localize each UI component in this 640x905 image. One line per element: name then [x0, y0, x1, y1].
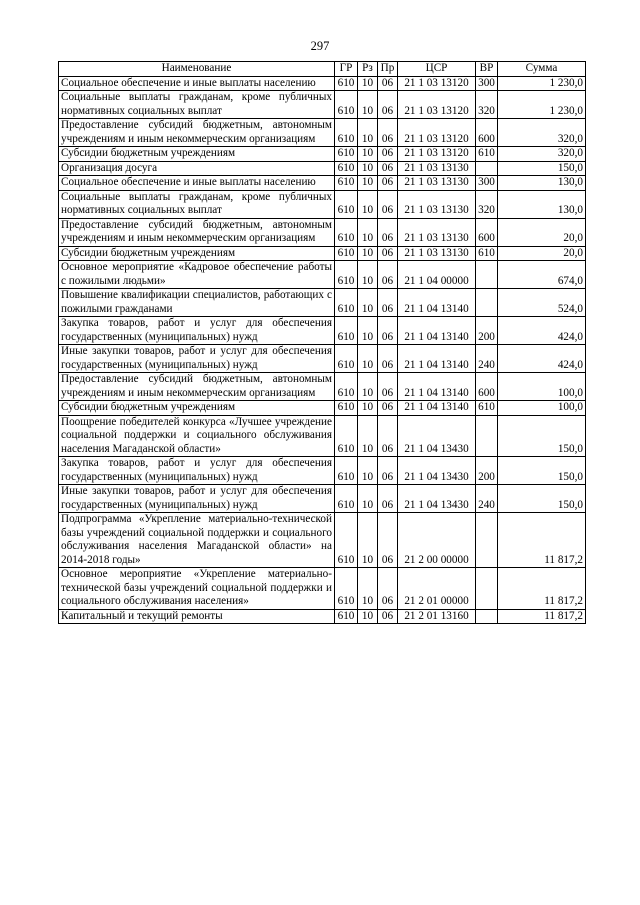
cell-csr: 21 2 01 13160 — [398, 609, 476, 624]
cell-rz: 10 — [358, 76, 378, 91]
cell-rz: 10 — [358, 161, 378, 176]
cell-name: Предоставление субсидий бюджетным, автономным учреждениям и иным некоммерческим организациям — [59, 119, 335, 147]
table-row — [59, 161, 586, 176]
cell-gr: 610 — [335, 485, 358, 513]
cell-sum: 150,0 — [498, 485, 586, 513]
header-pr: Пр — [378, 62, 398, 77]
cell-csr: 21 2 00 00000 — [398, 513, 476, 568]
cell-name: Основное мероприятие «Укрепление материально-технической базы учреждений социальной поддержки и социального обслуживания населения» — [59, 568, 335, 610]
cell-name: Предоставление субсидий бюджетным, автономным учреждениям и иным некоммерческим организациям — [59, 218, 335, 246]
cell-vr: 610 — [476, 401, 498, 416]
cell-name: Закупка товаров, работ и услуг для обеспечения государственных (муниципальных) нужд — [59, 457, 335, 485]
cell-vr: 200 — [476, 457, 498, 485]
cell-pr: 06 — [378, 161, 398, 176]
table-header-row — [59, 62, 586, 77]
header-gr: ГР — [335, 62, 358, 77]
table-row — [59, 401, 586, 416]
cell-rz: 10 — [358, 401, 378, 416]
cell-csr: 21 1 03 13120 — [398, 91, 476, 119]
cell-sum: 674,0 — [498, 261, 586, 289]
header-csr: ЦСР — [398, 62, 476, 77]
cell-gr: 610 — [335, 161, 358, 176]
table-row — [59, 261, 586, 289]
cell-gr: 610 — [335, 373, 358, 401]
cell-name: Иные закупки товаров, работ и услуг для обеспечения государственных (муниципальных) нужд — [59, 485, 335, 513]
cell-csr: 21 1 03 13130 — [398, 218, 476, 246]
cell-rz: 10 — [358, 218, 378, 246]
cell-name: Субсидии бюджетным учреждениям — [59, 147, 335, 162]
cell-name: Иные закупки товаров, работ и услуг для обеспечения государственных (муниципальных) нужд — [59, 345, 335, 373]
cell-gr: 610 — [335, 190, 358, 218]
cell-sum: 424,0 — [498, 317, 586, 345]
cell-gr: 610 — [335, 415, 358, 457]
header-name: Наименование — [59, 62, 335, 77]
cell-pr: 06 — [378, 513, 398, 568]
cell-csr: 21 1 03 13120 — [398, 147, 476, 162]
cell-csr: 21 1 03 13130 — [398, 246, 476, 261]
cell-csr: 21 1 04 13140 — [398, 289, 476, 317]
header-vr: ВР — [476, 62, 498, 77]
cell-rz: 10 — [358, 513, 378, 568]
cell-vr — [476, 289, 498, 317]
cell-gr: 610 — [335, 513, 358, 568]
cell-rz: 10 — [358, 568, 378, 610]
cell-sum: 320,0 — [498, 147, 586, 162]
cell-sum: 11 817,2 — [498, 568, 586, 610]
cell-rz: 10 — [358, 345, 378, 373]
cell-gr: 610 — [335, 345, 358, 373]
cell-csr: 21 1 03 13130 — [398, 190, 476, 218]
cell-rz: 10 — [358, 609, 378, 624]
cell-vr: 610 — [476, 246, 498, 261]
cell-csr: 21 1 04 13140 — [398, 401, 476, 416]
table-row — [59, 568, 586, 610]
cell-gr: 610 — [335, 401, 358, 416]
cell-name: Организация досуга — [59, 161, 335, 176]
cell-csr: 21 1 03 13120 — [398, 119, 476, 147]
cell-gr: 610 — [335, 119, 358, 147]
cell-rz: 10 — [358, 373, 378, 401]
table-row — [59, 91, 586, 119]
cell-pr: 06 — [378, 246, 398, 261]
cell-vr: 300 — [476, 76, 498, 91]
cell-name: Социальные выплаты гражданам, кроме публичных нормативных социальных выплат — [59, 91, 335, 119]
cell-sum: 424,0 — [498, 345, 586, 373]
cell-gr: 610 — [335, 147, 358, 162]
cell-rz: 10 — [358, 261, 378, 289]
cell-csr: 21 1 04 00000 — [398, 261, 476, 289]
cell-rz: 10 — [358, 176, 378, 191]
cell-vr: 240 — [476, 345, 498, 373]
cell-csr: 21 1 04 13140 — [398, 317, 476, 345]
cell-vr: 600 — [476, 218, 498, 246]
cell-gr: 610 — [335, 176, 358, 191]
cell-pr: 06 — [378, 568, 398, 610]
cell-gr: 610 — [335, 91, 358, 119]
table-row — [59, 289, 586, 317]
cell-pr: 06 — [378, 76, 398, 91]
cell-name: Поощрение победителей конкурса «Лучшее учреждение социальной поддержки и социального обслуживания населения Магаданской области» — [59, 415, 335, 457]
cell-gr: 610 — [335, 261, 358, 289]
cell-gr: 610 — [335, 246, 358, 261]
cell-rz: 10 — [358, 190, 378, 218]
cell-sum: 11 817,2 — [498, 609, 586, 624]
cell-vr — [476, 161, 498, 176]
cell-rz: 10 — [358, 457, 378, 485]
table-row — [59, 218, 586, 246]
cell-pr: 06 — [378, 373, 398, 401]
cell-name: Подпрограмма «Укрепление материально-технической базы учреждений социальной поддержки и социального обслуживания населения Магаданской области» на 2014-2018 годы» — [59, 513, 335, 568]
cell-gr: 610 — [335, 317, 358, 345]
cell-rz: 10 — [358, 485, 378, 513]
cell-rz: 10 — [358, 147, 378, 162]
cell-csr: 21 1 04 13430 — [398, 485, 476, 513]
table-row — [59, 176, 586, 191]
cell-rz: 10 — [358, 246, 378, 261]
cell-gr: 610 — [335, 568, 358, 610]
cell-rz: 10 — [358, 91, 378, 119]
cell-sum: 150,0 — [498, 457, 586, 485]
cell-pr: 06 — [378, 261, 398, 289]
table-row — [59, 147, 586, 162]
cell-csr: 21 1 04 13430 — [398, 457, 476, 485]
header-sum: Сумма — [498, 62, 586, 77]
cell-vr: 600 — [476, 373, 498, 401]
cell-csr: 21 1 04 13140 — [398, 345, 476, 373]
cell-vr — [476, 415, 498, 457]
cell-rz: 10 — [358, 119, 378, 147]
cell-gr: 610 — [335, 609, 358, 624]
cell-sum: 20,0 — [498, 246, 586, 261]
cell-rz: 10 — [358, 317, 378, 345]
cell-name: Социальные выплаты гражданам, кроме публичных нормативных социальных выплат — [59, 190, 335, 218]
cell-csr: 21 1 04 13430 — [398, 415, 476, 457]
cell-pr: 06 — [378, 317, 398, 345]
cell-pr: 06 — [378, 190, 398, 218]
cell-pr: 06 — [378, 176, 398, 191]
cell-sum: 1 230,0 — [498, 91, 586, 119]
cell-gr: 610 — [335, 457, 358, 485]
cell-vr — [476, 261, 498, 289]
cell-pr: 06 — [378, 457, 398, 485]
page-number: 297 — [310, 39, 330, 53]
cell-name: Социальное обеспечение и иные выплаты населению — [59, 76, 335, 91]
table-row — [59, 317, 586, 345]
table-row — [59, 415, 586, 457]
cell-sum: 150,0 — [498, 415, 586, 457]
cell-gr: 610 — [335, 218, 358, 246]
cell-csr: 21 1 03 13120 — [398, 76, 476, 91]
cell-csr: 21 1 03 13130 — [398, 161, 476, 176]
cell-rz: 10 — [358, 415, 378, 457]
cell-pr: 06 — [378, 218, 398, 246]
cell-vr — [476, 568, 498, 610]
cell-name: Капитальный и текущий ремонты — [59, 609, 335, 624]
cell-pr: 06 — [378, 119, 398, 147]
cell-pr: 06 — [378, 345, 398, 373]
cell-rz: 10 — [358, 289, 378, 317]
table-row — [59, 485, 586, 513]
cell-sum: 524,0 — [498, 289, 586, 317]
cell-sum: 320,0 — [498, 119, 586, 147]
cell-sum: 100,0 — [498, 373, 586, 401]
cell-vr: 200 — [476, 317, 498, 345]
table-row — [59, 457, 586, 485]
table-row — [59, 373, 586, 401]
table-row — [59, 76, 586, 91]
cell-csr: 21 2 01 00000 — [398, 568, 476, 610]
cell-sum: 20,0 — [498, 218, 586, 246]
table-row — [59, 190, 586, 218]
table-row — [59, 609, 586, 624]
cell-sum: 150,0 — [498, 161, 586, 176]
cell-sum: 100,0 — [498, 401, 586, 416]
cell-name: Основное мероприятие «Кадровое обеспечение работы с пожилыми людьми» — [59, 261, 335, 289]
cell-name: Субсидии бюджетным учреждениям — [59, 246, 335, 261]
cell-csr: 21 1 03 13130 — [398, 176, 476, 191]
table-row — [59, 345, 586, 373]
cell-name: Повышение квалификации специалистов, работающих с пожилыми гражданами — [59, 289, 335, 317]
cell-pr: 06 — [378, 91, 398, 119]
cell-name: Субсидии бюджетным учреждениям — [59, 401, 335, 416]
cell-vr: 240 — [476, 485, 498, 513]
table-row — [59, 513, 586, 568]
cell-vr: 320 — [476, 190, 498, 218]
cell-sum: 1 230,0 — [498, 76, 586, 91]
cell-vr: 610 — [476, 147, 498, 162]
cell-sum: 130,0 — [498, 176, 586, 191]
cell-vr: 300 — [476, 176, 498, 191]
cell-pr: 06 — [378, 147, 398, 162]
table-row — [59, 119, 586, 147]
cell-name: Закупка товаров, работ и услуг для обеспечения государственных (муниципальных) нужд — [59, 317, 335, 345]
cell-vr — [476, 513, 498, 568]
table-row — [59, 246, 586, 261]
cell-vr: 600 — [476, 119, 498, 147]
cell-gr: 610 — [335, 289, 358, 317]
cell-csr: 21 1 04 13140 — [398, 373, 476, 401]
cell-sum: 130,0 — [498, 190, 586, 218]
cell-pr: 06 — [378, 401, 398, 416]
cell-name: Социальное обеспечение и иные выплаты населению — [59, 176, 335, 191]
header-rz: Рз — [358, 62, 378, 77]
cell-pr: 06 — [378, 289, 398, 317]
cell-gr: 610 — [335, 76, 358, 91]
cell-name: Предоставление субсидий бюджетным, автономным учреждениям и иным некоммерческим организациям — [59, 373, 335, 401]
cell-vr — [476, 609, 498, 624]
table-body — [59, 76, 586, 624]
cell-pr: 06 — [378, 415, 398, 457]
cell-sum: 11 817,2 — [498, 513, 586, 568]
budget-table — [58, 61, 586, 624]
cell-pr: 06 — [378, 485, 398, 513]
cell-vr: 320 — [476, 91, 498, 119]
cell-pr: 06 — [378, 609, 398, 624]
